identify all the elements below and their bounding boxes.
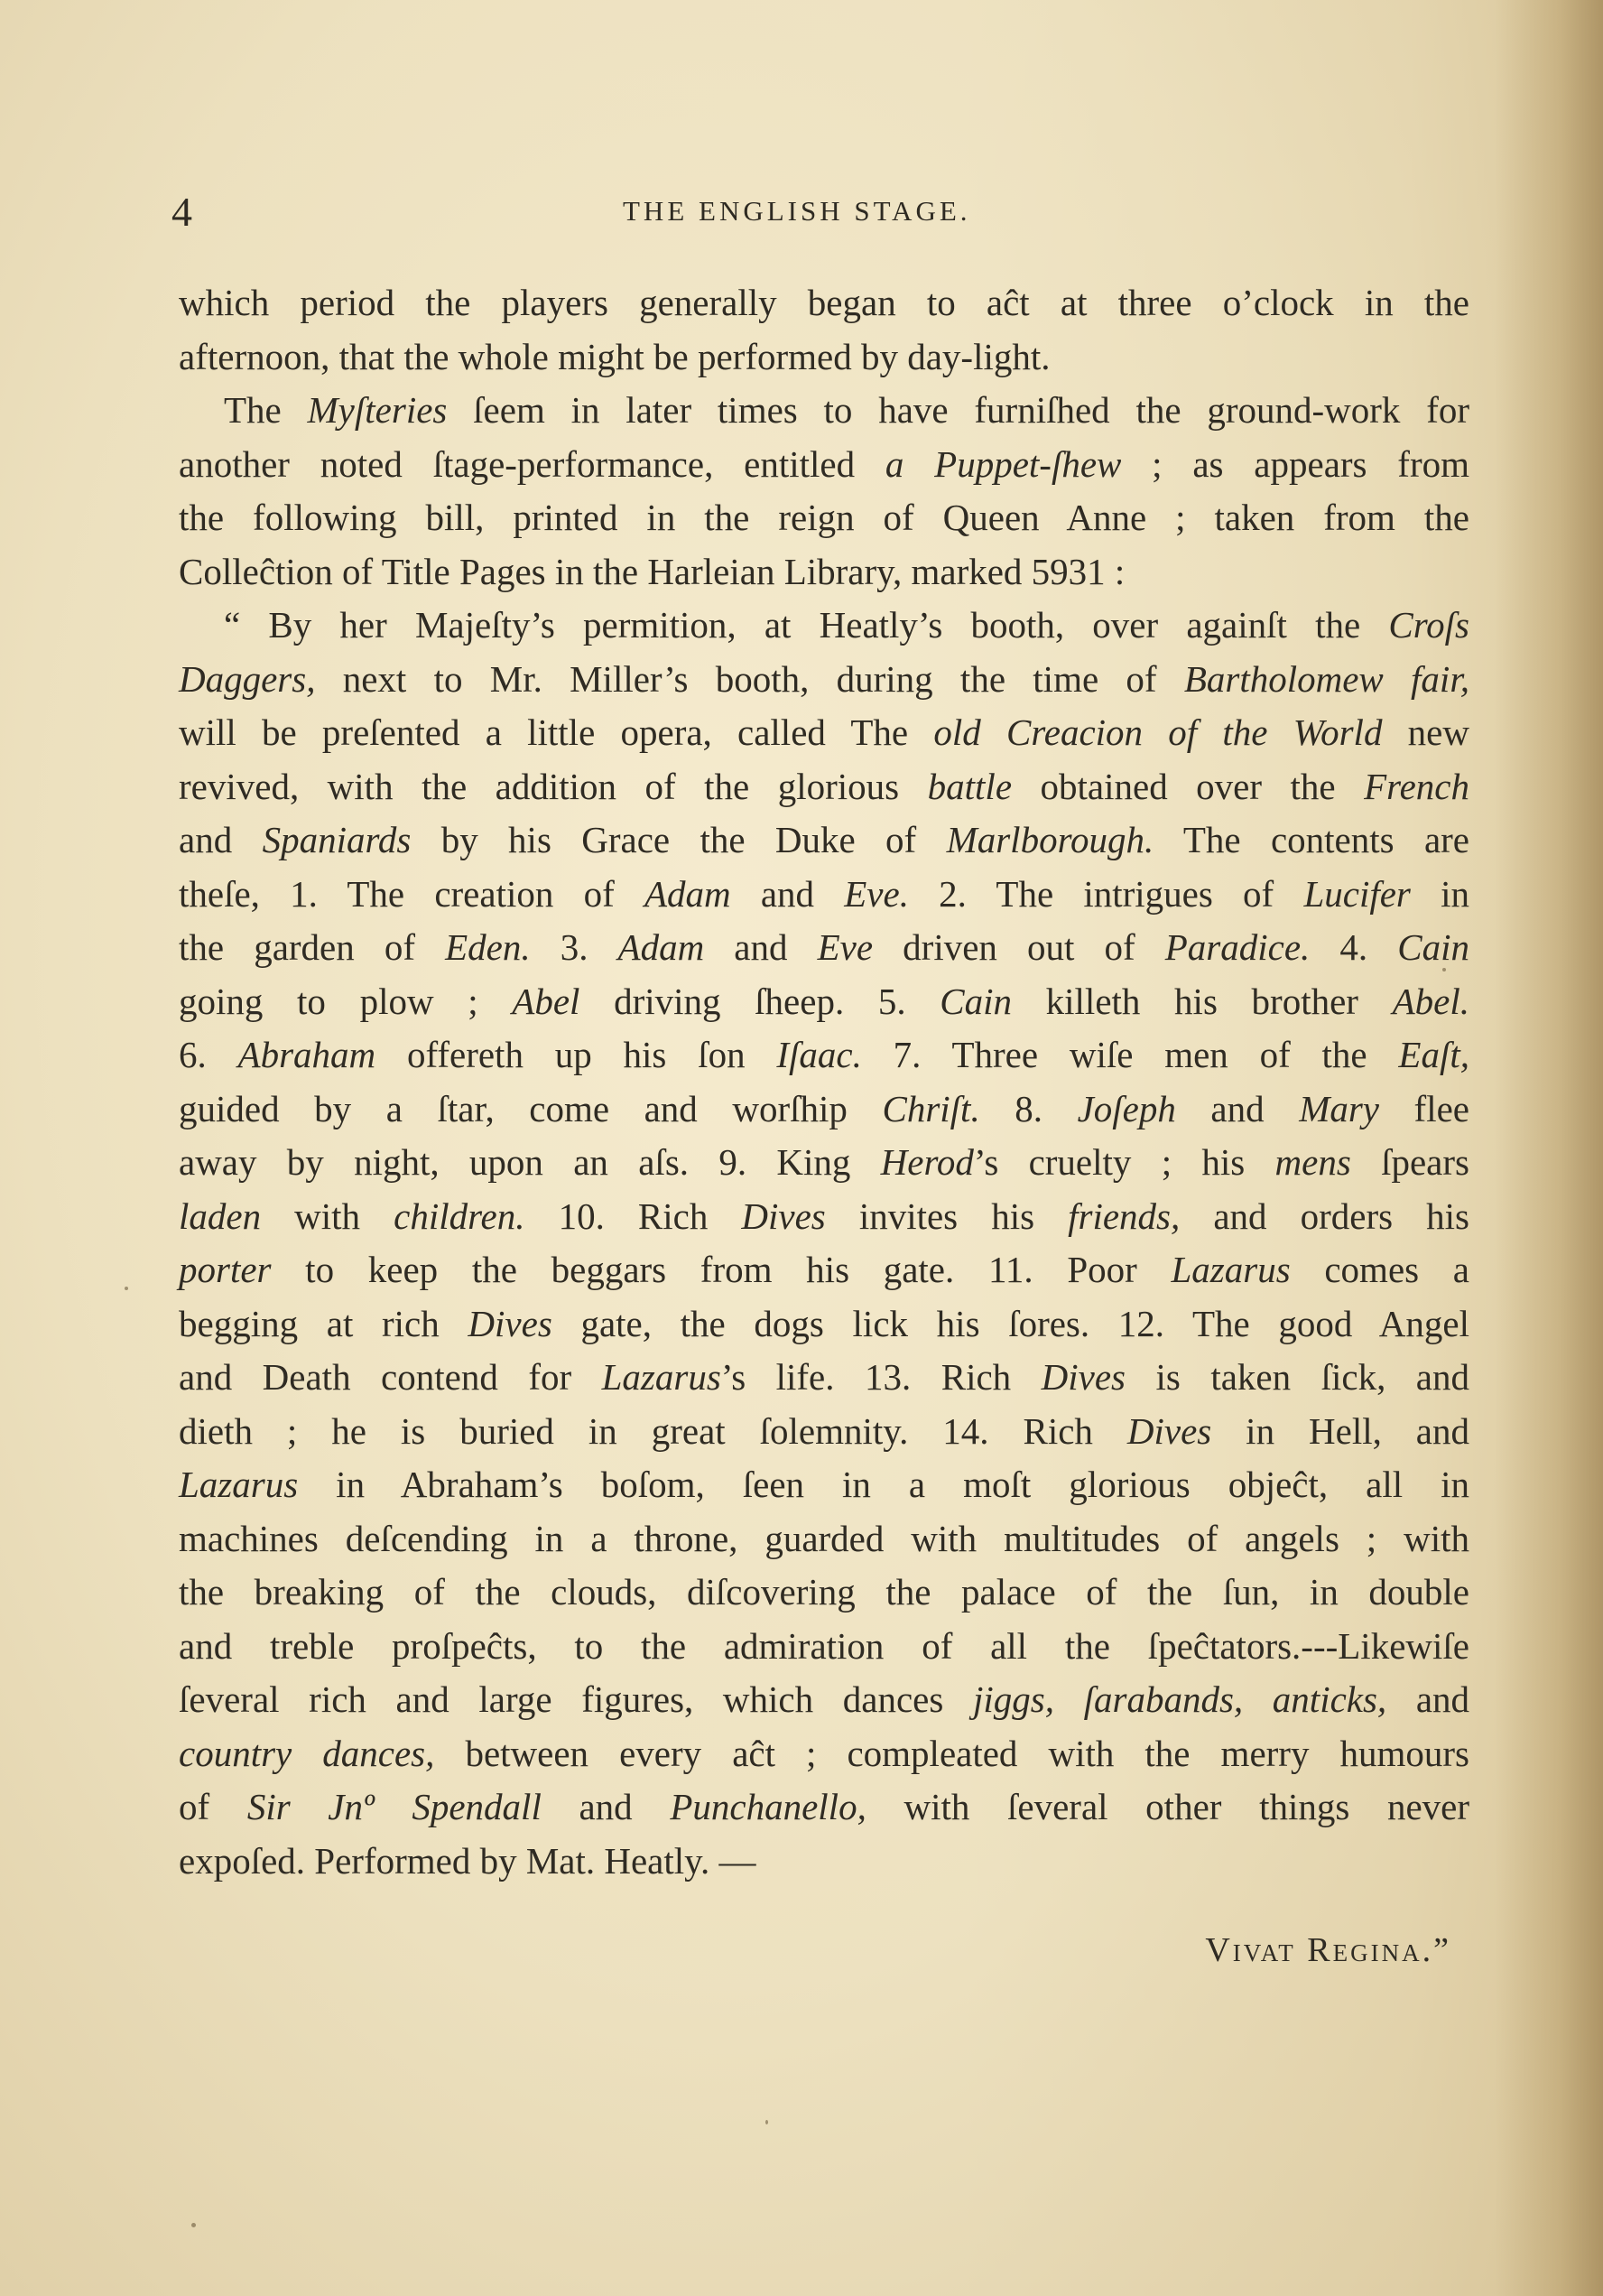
text-run: in Hell, and [1211, 1409, 1469, 1452]
italic-text: Iſaac. [776, 1034, 862, 1075]
italic-text: Myſteries [307, 389, 448, 431]
italic-text: Eve [817, 926, 874, 968]
text-run: which period the players generally began to aĉt at three o’clock in the [179, 282, 1469, 323]
text-run: “ By her Majeſty’s permition, at Heatly’s booth, over againſt the [224, 604, 1389, 646]
paper-speck [191, 2223, 196, 2227]
text-run: guided by a ſtar, come and worſhip [179, 1087, 883, 1129]
text-run: invites his [825, 1194, 1069, 1237]
text-line [179, 1243, 1469, 1297]
italic-text: children. [394, 1194, 525, 1237]
text-run [1243, 1678, 1273, 1720]
italic-text: Marlborough. [946, 819, 1154, 860]
text-run: between every aĉt ; compleated with the merry humours [434, 1732, 1470, 1774]
italic-text: laden [179, 1194, 262, 1237]
text-line [179, 921, 1469, 975]
text-run [1054, 1678, 1084, 1720]
italic-text: jiggs, [972, 1678, 1054, 1720]
italic-text: Dives [1041, 1356, 1126, 1398]
italic-text: Bartholomew fair, [1183, 657, 1469, 700]
italic-text: Chriſt. [882, 1087, 980, 1129]
paper-speck [765, 2120, 768, 2124]
text-run: the breaking of the clouds, diſcovering the palace of the ſun, in double [179, 1571, 1469, 1613]
italic-text: Croſs [1388, 604, 1469, 646]
italic-text: a Puppet-ſhew [885, 442, 1122, 485]
italic-text: Dives [1126, 1409, 1212, 1452]
italic-text: Adam [644, 872, 731, 915]
text-line [179, 1727, 1469, 1781]
italic-text: Daggers, [179, 657, 316, 700]
text-run: dieth ; he is buried in great ſolemnity. 14. Rich [179, 1409, 1127, 1452]
text-run: driving ſheep. 5. [579, 980, 940, 1022]
text-run: with ſeveral other things never [866, 1786, 1470, 1827]
italic-text: Cain [1397, 926, 1469, 968]
text-line [179, 1405, 1469, 1459]
text-line [179, 706, 1469, 760]
text-line [179, 1673, 1469, 1727]
text-run: and Death contend for [179, 1356, 602, 1398]
body-text [179, 276, 1469, 1888]
text-run: 7. Three wiſe men of the [861, 1034, 1399, 1075]
text-line [179, 1028, 1469, 1083]
text-run: killeth his brother [1012, 980, 1393, 1022]
text-line [179, 975, 1469, 1029]
text-run: 4. [1310, 926, 1398, 968]
italic-text: mens [1274, 1141, 1351, 1183]
italic-text: porter [179, 1249, 272, 1290]
text-run: to keep the beggars from his gate. 11. Poor [271, 1249, 1172, 1290]
italic-text: friends, [1068, 1194, 1181, 1237]
italic-text: Punchanello, [670, 1786, 866, 1827]
text-line [179, 1190, 1469, 1244]
text-line [179, 1458, 1469, 1512]
text-run: is taken ſick, and [1126, 1356, 1470, 1398]
text-run: new [1382, 711, 1469, 753]
italic-text: Lazarus [179, 1464, 299, 1505]
text-run: gate, the dogs lick his ſores. 12. The good Angel [551, 1302, 1469, 1344]
text-run: 3. [530, 926, 618, 968]
text-run: and [179, 819, 263, 860]
closing-line: Vivat Regina.” [1205, 1931, 1451, 1969]
text-run: in Abraham’s boſom, ſeen in a moſt glorious objeĉt, all in [298, 1464, 1469, 1505]
text-run: 2. The intrigues of [908, 872, 1304, 915]
text-line [179, 868, 1469, 922]
italic-text: Lazarus [1171, 1249, 1291, 1290]
text-run: ’s cruelty ; his [973, 1141, 1275, 1183]
running-title: THE ENGLISH STAGE. [623, 195, 971, 227]
italic-text: Eve. [844, 872, 909, 915]
text-line [179, 1835, 1469, 1889]
text-line [179, 653, 1469, 707]
text-run: revived, with the addition of the glorious [179, 765, 928, 807]
italic-text: French [1364, 765, 1469, 807]
text-run: and treble proſpeĉts, to the admiration of all the ſpeĉtators.---Likewiſe [179, 1624, 1469, 1667]
italic-text: Spaniards [262, 819, 412, 860]
italic-text: Abraham [237, 1034, 376, 1075]
text-run: comes a [1290, 1249, 1469, 1290]
text-run: driven out of [873, 926, 1165, 968]
text-line [179, 599, 1469, 653]
italic-text: Sir Jnº Spendall [246, 1786, 542, 1827]
text-line [179, 545, 1469, 600]
text-line [179, 1780, 1469, 1835]
text-run: and [541, 1786, 671, 1827]
text-run: another noted ſtage-performance, entitled [179, 442, 885, 485]
text-run: The contents are [1154, 819, 1469, 860]
text-run: theſe, 1. The creation of [179, 872, 644, 915]
text-run: and [704, 926, 818, 968]
italic-text: country dances, [179, 1732, 435, 1774]
text-run: with [261, 1194, 394, 1237]
text-line [179, 760, 1469, 814]
italic-text: Dives [741, 1194, 826, 1237]
text-run: afternoon, that the whole might be performed by day-light. [179, 335, 1051, 377]
text-run: ſpears [1350, 1141, 1469, 1183]
text-run: flee [1379, 1087, 1469, 1129]
text-run: begging at rich [179, 1302, 468, 1344]
text-line [179, 1083, 1469, 1137]
text-run: obtained over the [1012, 765, 1365, 807]
text-line [179, 1512, 1469, 1566]
paper-speck [1442, 968, 1446, 971]
text-line [179, 1351, 1469, 1405]
text-line [179, 813, 1469, 868]
paper-speck [125, 1287, 128, 1290]
text-run: of [179, 1786, 247, 1827]
italic-text: anticks, [1272, 1678, 1387, 1720]
italic-text: Paradice. [1164, 926, 1311, 968]
text-run: The [224, 389, 308, 431]
italic-text: Adam [617, 926, 705, 968]
text-run: ſeem in later times to have furniſhed the ground-work for [447, 389, 1469, 431]
italic-text: Lazarus [601, 1356, 721, 1398]
text-run: the following bill, printed in the reign of Queen Anne ; taken from the [179, 497, 1469, 538]
text-run: next to Mr. Miller’s booth, during the time of [315, 657, 1184, 700]
italic-text: Lucifer [1303, 872, 1411, 915]
text-run: and [1386, 1678, 1470, 1720]
italic-text: Eaſt, [1398, 1034, 1469, 1075]
italic-text: Abel. [1392, 980, 1469, 1022]
text-run: in [1410, 872, 1469, 915]
text-line [179, 276, 1469, 330]
text-line [179, 1297, 1469, 1352]
page-edge-shadow [1495, 0, 1603, 2296]
text-run: ſeveral rich and large figures, which dances [179, 1678, 973, 1720]
text-run: offereth up his ſon [375, 1034, 777, 1075]
italic-text: battle [927, 765, 1013, 807]
text-line [179, 1136, 1469, 1190]
text-run: Colleĉtion of Title Pages in the Harleian Library, marked 5931 : [179, 550, 1126, 592]
text-run: 10. Rich [524, 1194, 742, 1237]
text-run: going to plow ; [179, 980, 513, 1022]
text-run: away by night, upon an aſs. 9. King [179, 1141, 881, 1183]
text-run: by his Grace the Duke of [411, 819, 947, 860]
italic-text: Abel [512, 980, 580, 1022]
text-run: and [1175, 1087, 1300, 1129]
text-line [179, 1566, 1469, 1620]
italic-text: ſarabands, [1083, 1678, 1244, 1720]
text-run: and orders his [1180, 1194, 1469, 1237]
italic-text: Eden. [445, 926, 531, 968]
text-line [179, 438, 1469, 492]
text-run: 6. [179, 1034, 238, 1075]
italic-text: Dives [468, 1302, 552, 1344]
text-run: machines deſcending in a throne, guarded with multitudes of angels ; with [179, 1517, 1469, 1559]
italic-text: Cain [940, 980, 1012, 1022]
italic-text: Joſeph [1077, 1087, 1176, 1129]
text-line [179, 384, 1469, 438]
italic-text: old Creacion of the World [933, 711, 1383, 753]
text-line [179, 1620, 1469, 1674]
italic-text: Herod [880, 1141, 974, 1183]
text-run: 8. [979, 1087, 1078, 1129]
text-run: expoſed. Performed by Mat. Heatly. — [179, 1839, 756, 1882]
text-run: will be preſented a little opera, called The [179, 711, 934, 753]
text-run: ’s life. 13. Rich [720, 1356, 1042, 1398]
italic-text: Mary [1299, 1087, 1379, 1129]
text-run: ; as appears from [1121, 442, 1469, 485]
text-run: the garden of [179, 926, 446, 968]
text-line [179, 330, 1469, 385]
text-line [179, 491, 1469, 545]
text-run: and [730, 872, 845, 915]
page-number: 4 [171, 189, 192, 235]
